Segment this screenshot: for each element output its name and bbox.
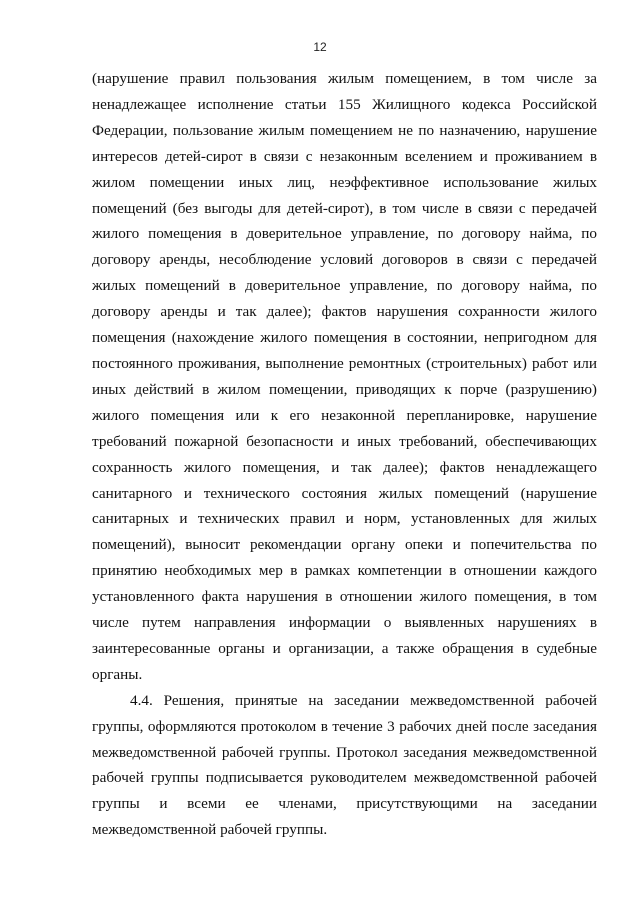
text-line: иных действий в жилом помещении, приводящих к порче (разрушению): [92, 380, 597, 398]
text-line: числе путем направления информации о выявленных нарушениях в: [92, 614, 597, 632]
paragraph-1: [92, 66, 597, 688]
text-line: договору аренды, несоблюдение условий договоров в связи с передачей: [92, 251, 597, 269]
text-line: (нарушение правил пользования жилым помещением, в том числе за: [92, 70, 597, 87]
text-line: санитарного и технического состояния жилых помещений (нарушение: [92, 484, 597, 502]
page-number: 12: [313, 40, 327, 54]
text-line: межведомственной рабочей группы.: [92, 821, 328, 839]
text-line: Федерации, пользование жилым помещением не по назначению, нарушение: [92, 121, 597, 139]
text-line: жилого помещения или к его незаконной перепланировке, нарушение: [92, 406, 597, 424]
paragraph-2: [92, 688, 597, 843]
text-line: сохранность жилого помещения, и так далее); фактов ненадлежащего: [92, 458, 597, 476]
text-line: помещения (нахождение жилого помещения в состоянии, непригодном для: [92, 329, 597, 347]
text-line: органы.: [92, 665, 143, 683]
text-line: ненадлежащее исполнение статьи 155 Жилищного кодекса Российской: [92, 95, 597, 113]
text-line: жилого помещения в доверительное управление, по договору найма, по: [92, 225, 597, 243]
text-line: группы, оформляются протоколом в течение 3 рабочих дней после заседания: [92, 717, 597, 735]
text-line: требований пожарной безопасности и иных требований, обеспечивающих: [92, 432, 597, 450]
text-line: рабочей группы подписывается руководителем межведомственной рабочей: [92, 769, 597, 787]
text-line: помещений (без выгоды для детей-сирот), в том числе в связи с передачей: [92, 199, 597, 217]
text-line: установленного факта нарушения в отношении жилого помещения, в том: [92, 588, 597, 606]
text-line: интересов детей-сирот в связи с незаконным вселением и проживанием в: [92, 147, 597, 165]
text-line: межведомственной рабочей группы. Протокол заседания межведомственной: [92, 743, 597, 761]
text-line: принятию необходимых мер в рамках компетенции в отношении каждого: [92, 562, 597, 580]
text-line: 4.4. Решения, принятые на заседании межведомственной рабочей: [130, 691, 597, 709]
text-line: постоянного проживания, выполнение ремонтных (строительных) работ или: [92, 354, 597, 372]
text-line: жилом помещении иных лиц, неэффективное использование жилых: [92, 173, 597, 191]
text-line: заинтересованные органы и организации, а также обращения в судебные: [92, 639, 597, 657]
document-body: [92, 66, 597, 843]
text-line: жилых помещений в доверительное управление, по договору найма, по: [92, 277, 597, 295]
text-line: договору аренды и так далее); фактов нарушения сохранности жилого: [92, 303, 597, 321]
text-line: помещений), выносит рекомендации органу опеки и попечительства по: [92, 536, 597, 554]
text-line: группы и всеми ее членами, присутствующими на заседании: [92, 795, 597, 813]
text-line: санитарных и технических правил и норм, установленных для жилых: [92, 510, 597, 528]
